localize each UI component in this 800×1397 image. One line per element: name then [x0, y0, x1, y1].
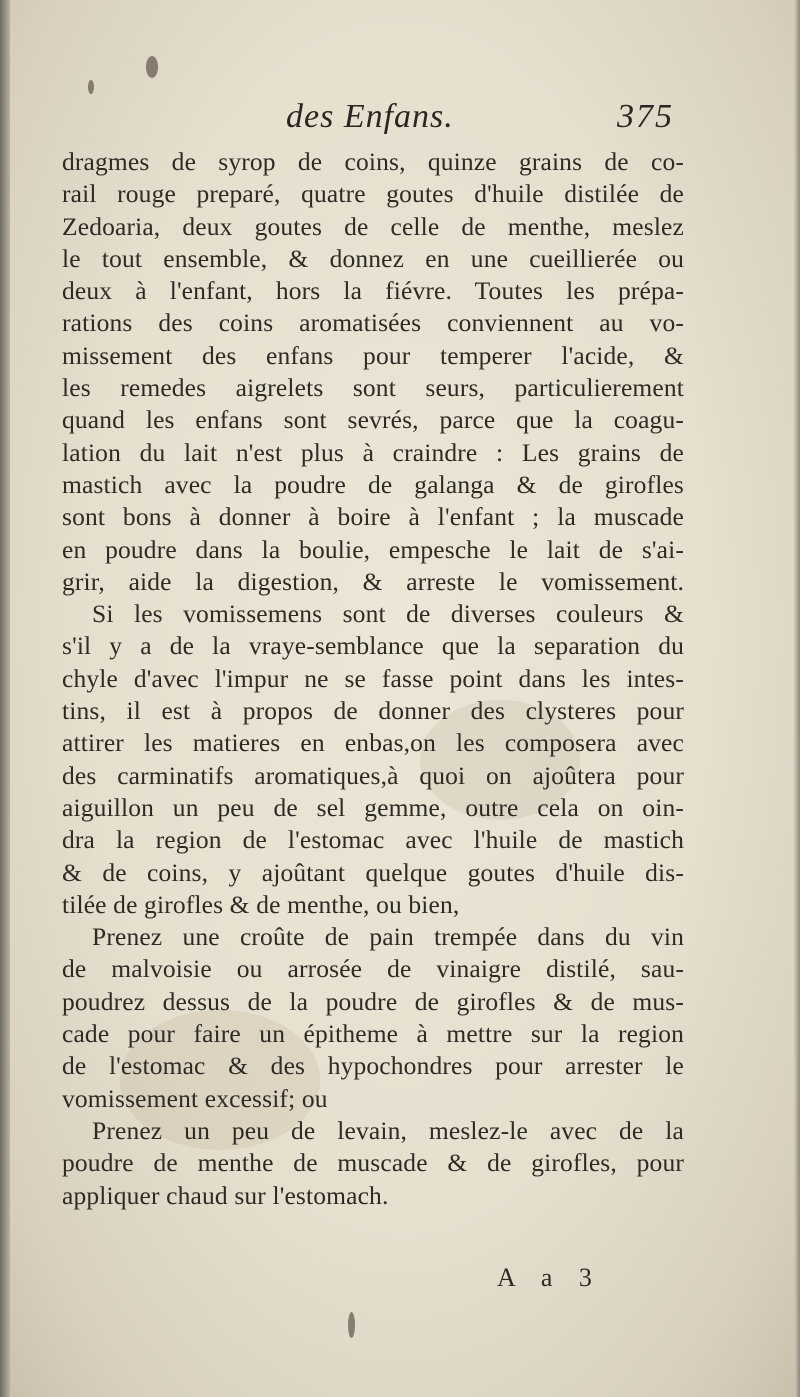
- text-line: aiguillon un peu de sel gemme, outre cela on oin-: [62, 792, 684, 822]
- binding-edge: [0, 0, 10, 1397]
- paragraph-start-line: Si les vomissemens sont de diverses couleurs &: [92, 599, 684, 629]
- text-line: les remedes aigrelets sont seurs, particulierement: [62, 373, 684, 403]
- page-header: [62, 98, 682, 144]
- body-text: [62, 146, 684, 1212]
- text-line: quand les enfans sont sevrés, parce que la coagu-: [62, 405, 684, 435]
- text-line: cade pour faire un épitheme à mettre sur la region: [62, 1019, 684, 1049]
- ink-blot: [88, 80, 94, 94]
- signature-mark: A a 3: [497, 1263, 602, 1292]
- paragraph-start-line: Prenez une croûte de pain trempée dans du vin: [92, 922, 684, 952]
- text-line: Zedoaria, deux goutes de celle de menthe, meslez: [62, 211, 684, 241]
- page-edge: [794, 0, 800, 1397]
- page-number: 375: [617, 98, 674, 135]
- text-line: & de coins, y ajoûtant quelque goutes d'huile dis-: [62, 857, 684, 887]
- text-line: le tout ensemble, & donnez en une cueillierée ou: [62, 243, 684, 273]
- text-line: deux à l'enfant, hors la fiévre. Toutes les prépa-: [62, 276, 684, 306]
- text-line: de malvoisie ou arrosée de vinaigre distilé, sau-: [62, 954, 684, 984]
- text-line: poudrez dessus de la poudre de girofles & de mus-: [62, 986, 684, 1016]
- running-head: des Enfans.: [286, 98, 454, 135]
- ink-blot: [348, 1312, 355, 1338]
- text-line: grir, aide la digestion, & arreste le vomissement.: [62, 566, 684, 596]
- text-line: tins, il est à propos de donner des clysteres pour: [62, 696, 684, 726]
- text-line: tilée de girofles & de menthe, ou bien,: [62, 889, 460, 919]
- text-line: attirer les matieres en enbas,on les composera avec: [62, 728, 684, 758]
- text-line: sont bons à donner à boire à l'enfant ; la muscade: [62, 502, 684, 532]
- text-line: de l'estomac & des hypochondres pour arrester le: [62, 1051, 684, 1081]
- paragraph-start-line: Prenez un peu de levain, meslez-le avec de la: [92, 1115, 684, 1145]
- text-line: dragmes de syrop de coins, quinze grains de co-: [62, 147, 684, 176]
- text-line: des carminatifs aromatiques,à quoi on ajoûtera pour: [62, 760, 684, 790]
- text-line: lation du lait n'est plus à craindre : Les grains de: [62, 437, 684, 467]
- text-line: s'il y a de la vraye-semblance que la separation du: [62, 631, 684, 661]
- text-line: vomissement excessif; ou: [62, 1083, 328, 1113]
- text-line: poudre de menthe de muscade & de girofles, pour: [62, 1148, 684, 1178]
- text-line: missement des enfans pour temperer l'acide, &: [62, 340, 684, 370]
- text-line: appliquer chaud sur l'estomach.: [62, 1180, 389, 1210]
- text-line: rations des coins aromatisées conviennent au vo-: [62, 308, 684, 338]
- text-line: dra la region de l'estomac avec l'huile de mastich: [62, 825, 684, 855]
- text-line: rail rouge preparé, quatre goutes d'huile distilée de: [62, 179, 684, 209]
- text-line: chyle d'avec l'impur ne se fasse point dans les intes-: [62, 663, 684, 693]
- text-line: mastich avec la poudre de galanga & de girofles: [62, 469, 684, 499]
- text-line: en poudre dans la boulie, empesche le lait de s'ai-: [62, 534, 684, 564]
- ink-blot: [146, 56, 158, 78]
